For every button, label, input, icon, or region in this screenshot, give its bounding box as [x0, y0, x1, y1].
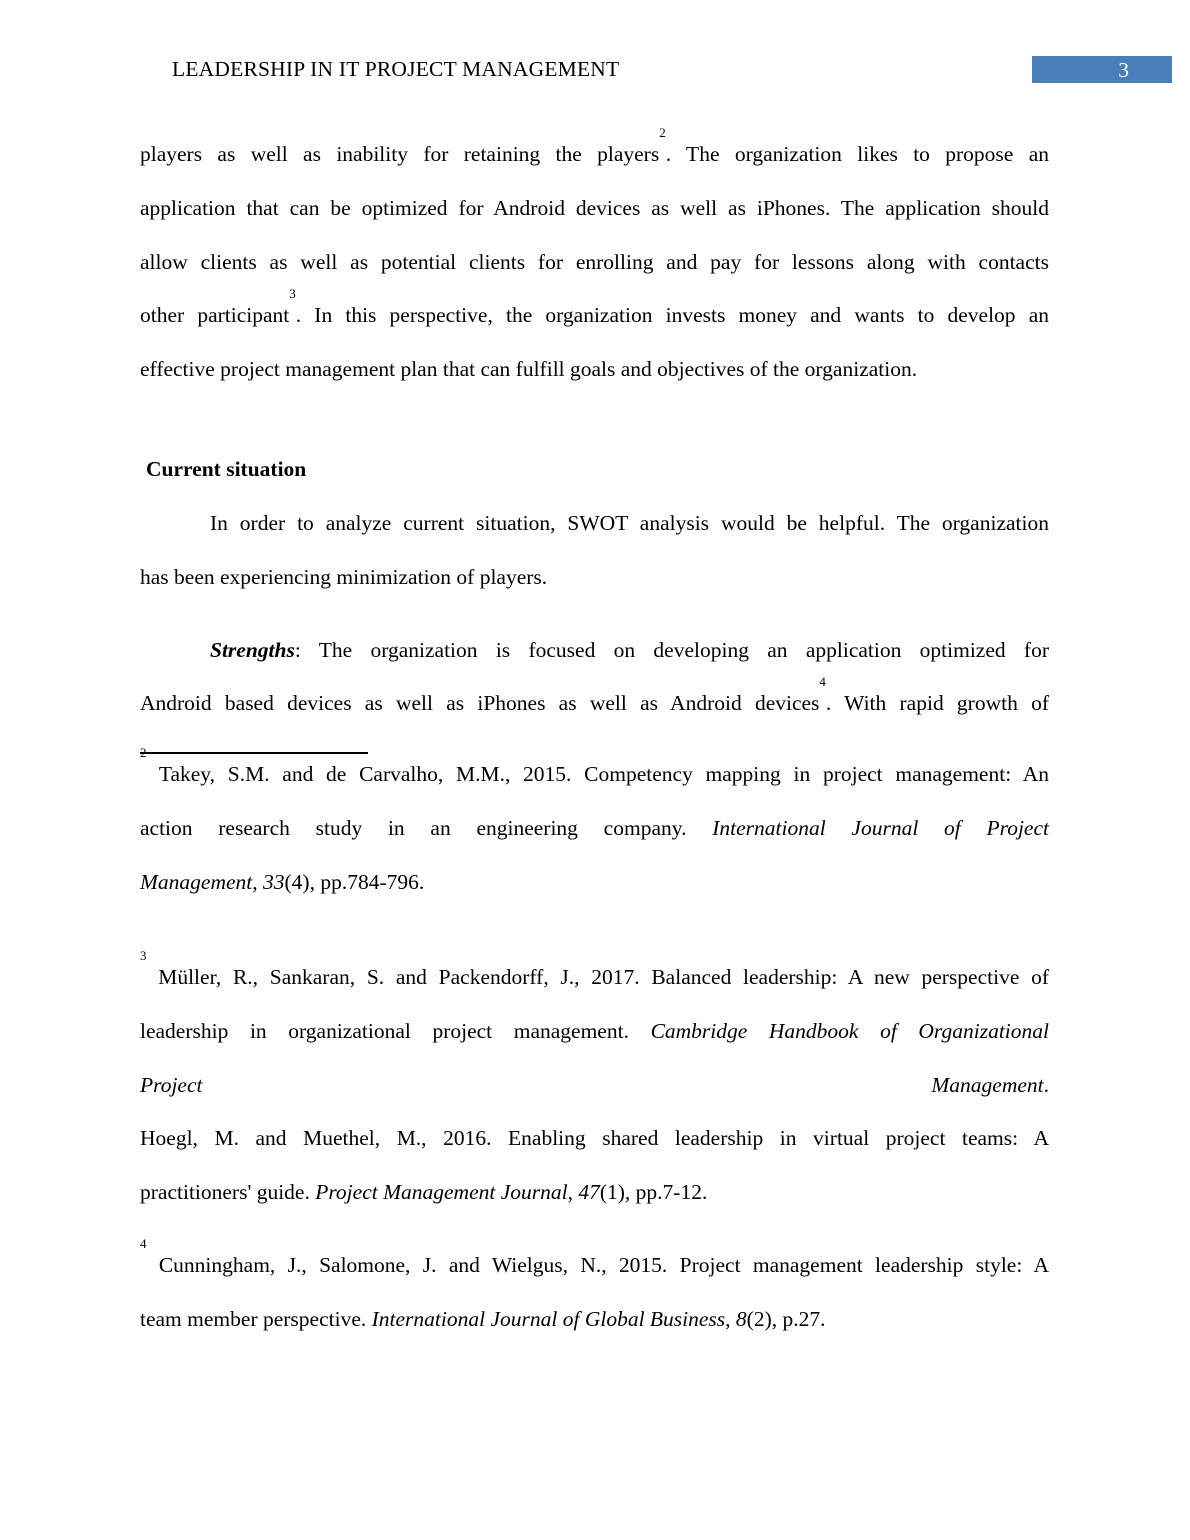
book-title: Cambridge Handbook of Organizational: [650, 1019, 1049, 1043]
body-line: [210, 636, 1049, 664]
text-run: Müller, R., Sankaran, S. and Packendorff, J., 2017. Balanced leadership: A new perspective of: [146, 965, 1049, 989]
body-line: [140, 674, 1049, 717]
journal-title: Project Management Journal: [315, 1180, 568, 1204]
body-line: application that can be optimized for Android devices as well as iPhones. The application should: [140, 196, 1049, 220]
footnote-number-2: 2: [140, 745, 147, 760]
section-heading-current-situation: Current situation: [146, 457, 307, 481]
footnote-4-line: [140, 1236, 1049, 1279]
body-line: allow clients as well as potential clients for enrolling and pay for lessons along with contacts: [140, 250, 1049, 274]
text-run: : The organization is focused on developing an application optimized for: [294, 638, 1049, 662]
journal-title: International Journal of Project: [712, 816, 1049, 840]
text-run: (1), pp.7-12.: [599, 1180, 708, 1204]
text-run: . In this perspective, the organization invests money and wants to develop an: [295, 303, 1049, 327]
body-line: effective project management plan that can fulfill goals and objectives of the organization.: [140, 357, 918, 381]
book-title: Management: [931, 1073, 1044, 1097]
journal-title: Management: [140, 870, 253, 894]
body-line: In order to analyze current situation, SWOT analysis would be helpful. The organization: [210, 511, 1049, 535]
footnote-3-line: [140, 948, 1049, 991]
footnote-ref-4[interactable]: 4: [819, 674, 826, 689]
book-title: Project: [140, 1073, 203, 1097]
volume: 8: [735, 1307, 747, 1331]
text-run: . The organization likes to propose an: [665, 142, 1049, 166]
journal-title: International Journal of Global Business: [371, 1307, 726, 1331]
text-run: Cunningham, J., Salomone, J. and Wielgus, N., 2015. Project management leadership style: A: [146, 1253, 1049, 1277]
text-run: ,: [252, 870, 263, 894]
footnote-2-line: [140, 745, 1049, 788]
footnote-number-3: 3: [140, 948, 147, 963]
text-run: (4), pp.784-796.: [284, 870, 425, 894]
text-run: Android based devices as well as iPhones as well as Android devices: [140, 691, 820, 715]
text-run: ,: [725, 1307, 736, 1331]
body-line: has been experiencing minimization of players.: [140, 565, 548, 589]
text-run: action research study in an engineering company.: [140, 816, 687, 840]
text-run: players as well as inability for retaining the players: [140, 142, 660, 166]
footnote-separator: [140, 752, 368, 754]
footnote-ref-3[interactable]: 3: [289, 286, 296, 301]
footnote-3-line: [140, 1071, 1049, 1099]
footnote-3-line: [140, 1178, 1049, 1206]
body-line: [140, 125, 1049, 168]
text-run: other participant: [140, 303, 290, 327]
text-run: . With rapid growth of: [825, 691, 1049, 715]
text-run: ,: [567, 1180, 579, 1204]
text-run: team member perspective.: [140, 1307, 372, 1331]
footnote-3-line: Hoegl, M. and Muethel, M., 2016. Enabling shared leadership in virtual project teams: A: [140, 1126, 1049, 1150]
page-number-box: [1032, 56, 1172, 83]
body-line: [140, 286, 1049, 329]
footnote-number-4: 4: [140, 1236, 147, 1251]
footnote-3-line: [140, 1017, 1049, 1045]
strengths-label: Strengths: [210, 638, 295, 662]
running-head-title: LEADERSHIP IN IT PROJECT MANAGEMENT: [172, 57, 620, 81]
text-run: Takey, S.M. and de Carvalho, M.M., 2015. Competency mapping in project management: An: [146, 762, 1049, 786]
footnote-ref-2[interactable]: 2: [659, 125, 666, 140]
text-run: .: [1043, 1073, 1049, 1097]
text-run: leadership in organizational project management.: [140, 1019, 629, 1043]
footnote-4-line: [140, 1305, 1049, 1333]
page-number: 3: [1118, 58, 1129, 82]
volume: 47: [578, 1180, 600, 1204]
footnote-2-line: [140, 868, 1049, 896]
footnote-2-line: [140, 814, 1049, 842]
volume: 33: [263, 870, 285, 894]
text-run: (2), p.27.: [746, 1307, 826, 1331]
text-run: practitioners' guide.: [140, 1180, 316, 1204]
